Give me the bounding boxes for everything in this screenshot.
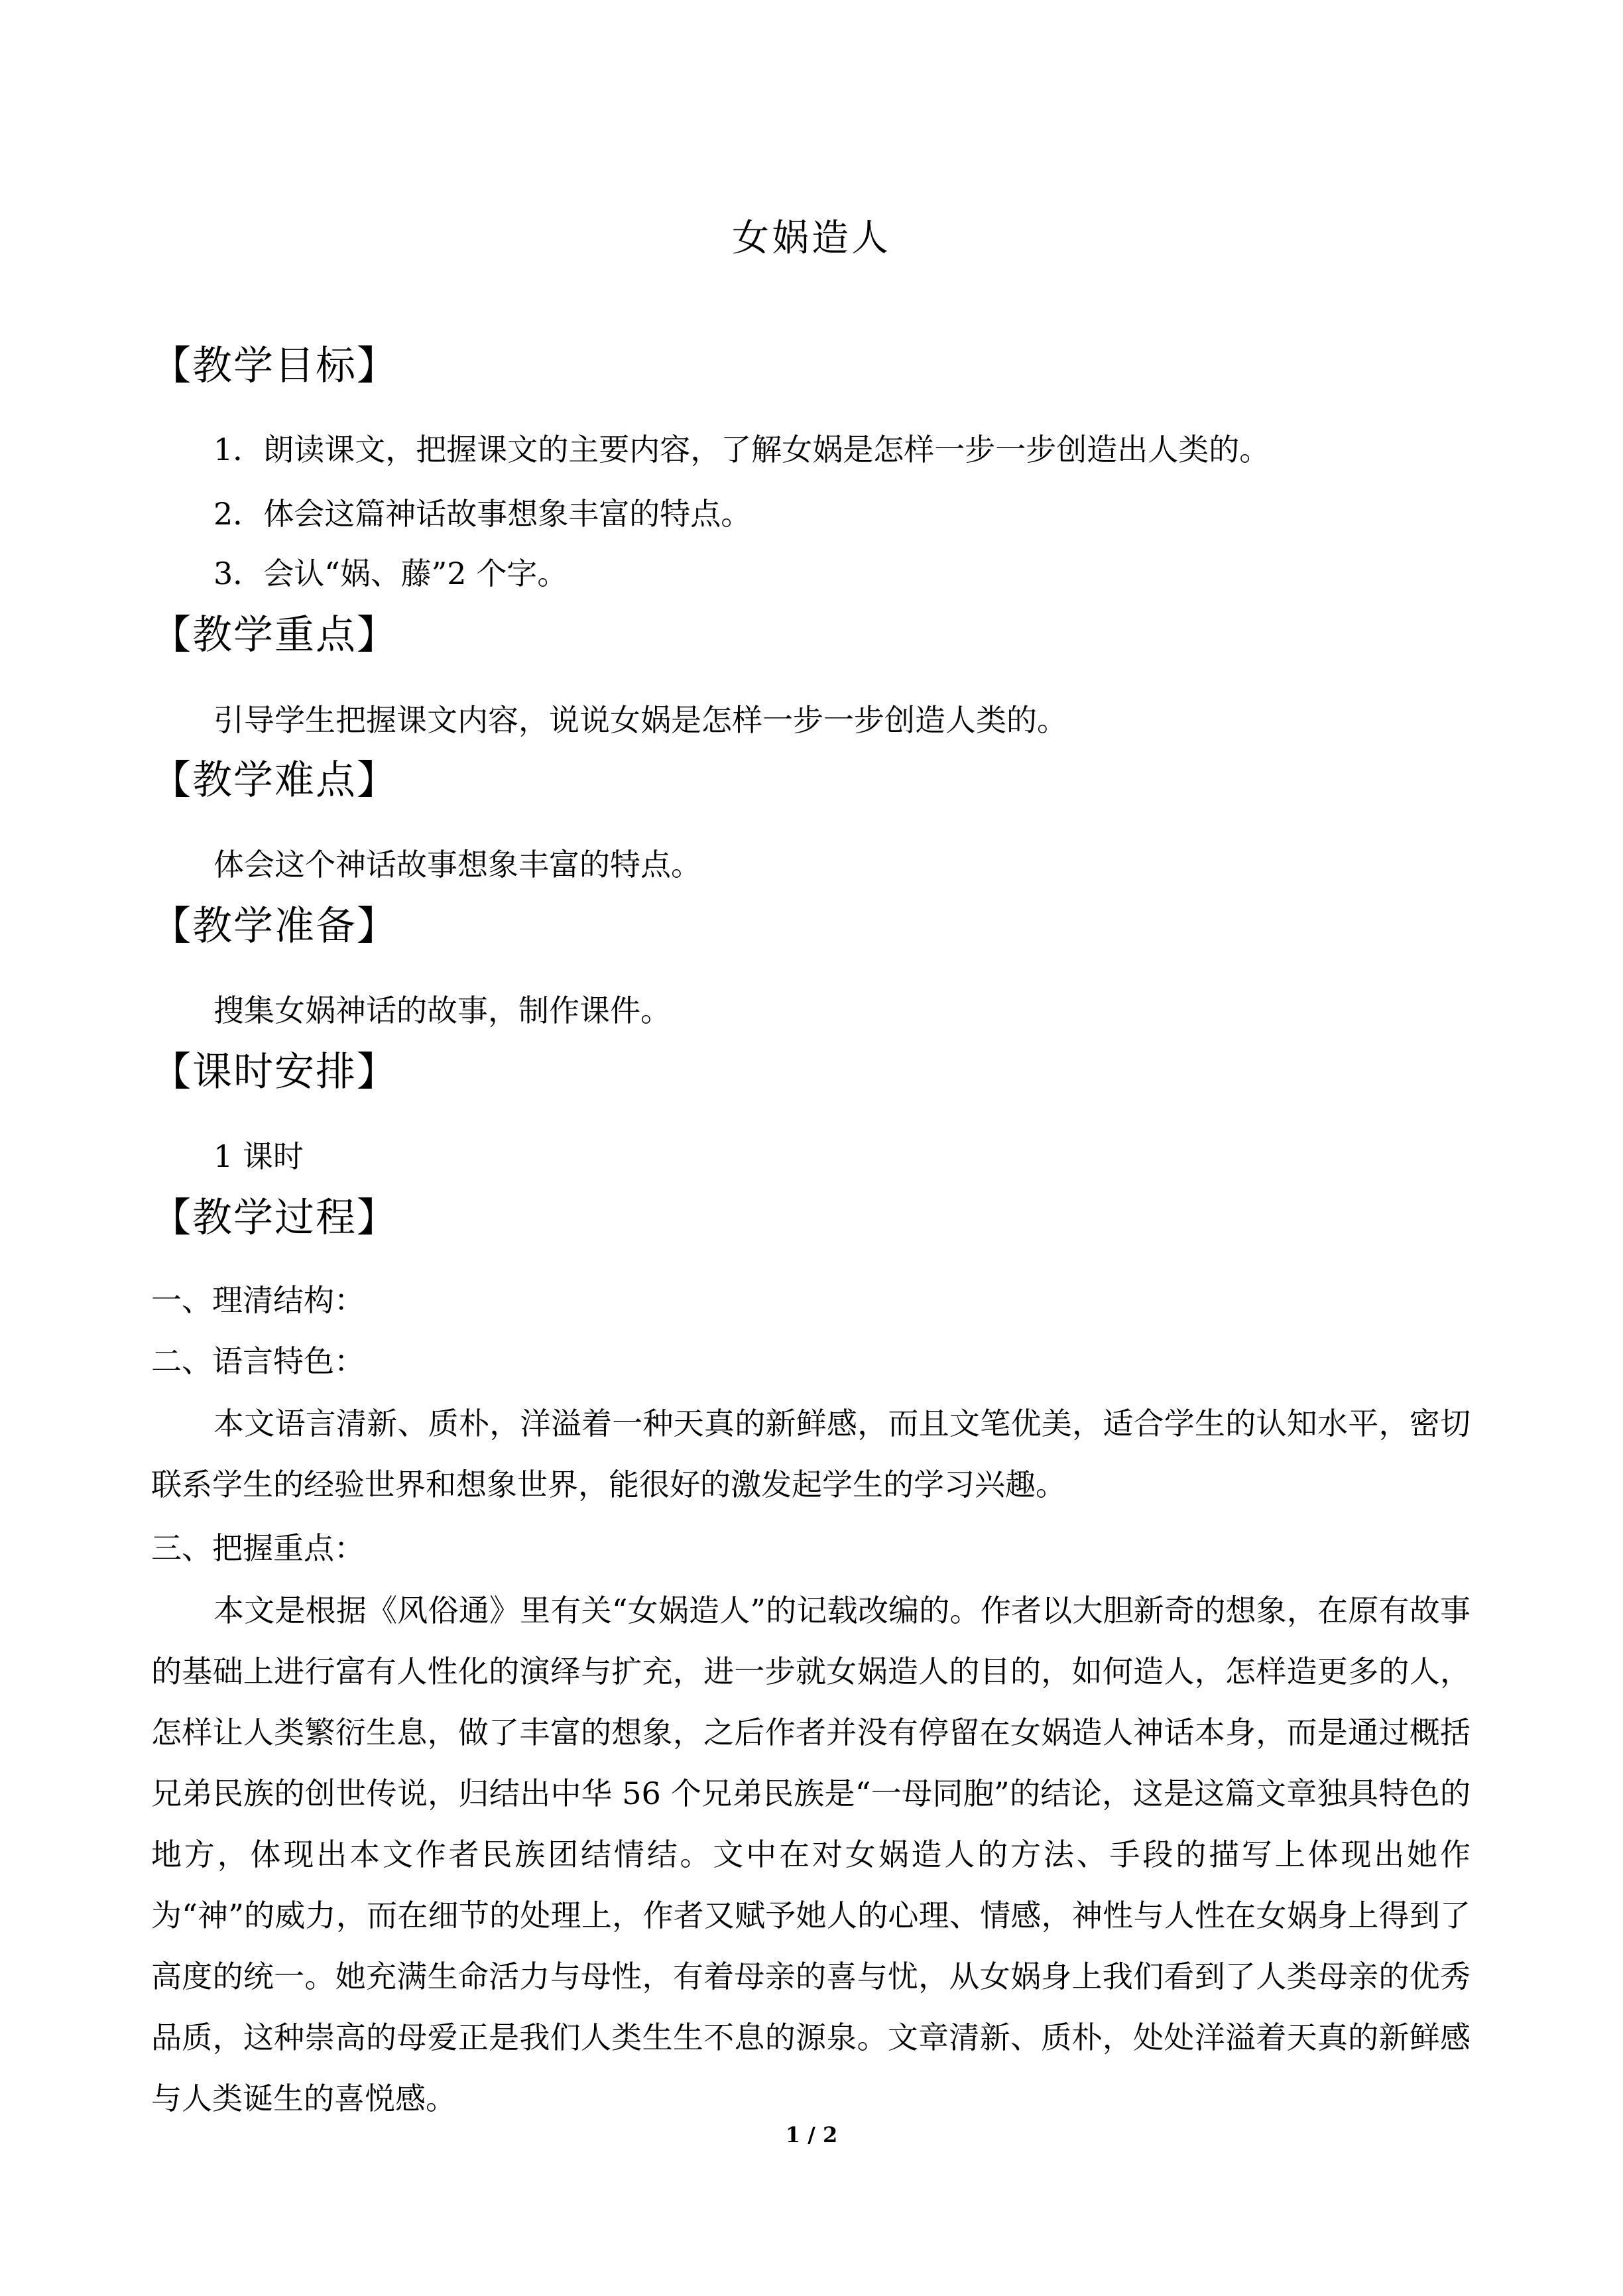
heading-difficulties: 【教学难点】 — [151, 757, 398, 804]
objective-item-1: 1．朗读课文，把握课文的主要内容，了解女娲是怎样一步一步创造出人类的。 — [213, 432, 1270, 467]
objective-item-2: 2．体会这篇神话故事想象丰富的特点。 — [213, 496, 752, 532]
heading-preparation: 【教学准备】 — [151, 903, 398, 949]
heading-key-points: 【教学重点】 — [151, 612, 398, 658]
preparation-text: 搜集女娲神话的故事，制作课件。 — [213, 993, 671, 1028]
process-step-2: 二、语言特色： — [151, 1343, 365, 1379]
process-step-1: 一、理清结构： — [151, 1282, 365, 1318]
heading-process: 【教学过程】 — [151, 1195, 398, 1241]
document-title: 女娲造人 — [732, 217, 891, 260]
process-step-3-text: 本文是根据《风俗通》里有关“女娲造人”的记载改编的。作者以大胆新奇的想象，在原有故事的基础上进行富有人性化的演绎与扩充，进一步就女娲造人的目的，如何造人，怎样造更多的人，怎样让人类繁衍生息，做了丰富的想象，之后作者并没有停留在女娲造人神话本身，而是通过概括兄弟民族的创世传说，归结出中华 56 个兄弟民族是“一母同胞”的结论，这是这篇文章独具特色的地方，体现出本文作者民族团结情结。文中在对女娲造人的方法、手段的描写上体现出她作为“神”的威力，而在细节的处理上，作者又赋予她人的心理、情感，神性与人性在女娲身上得到了高度的统一。她充满生命活力与母性，有着母亲的喜与忧，从女娲身上我们看到了人类母亲的优秀品质，这种崇高的母爱正是我们人类生生不息的源泉。文章清新、质朴，处处洋溢着天真的新鲜感与人类诞生的喜悦感。 — [151, 1593, 1471, 2116]
difficulties-text: 体会这个神话故事想象丰富的特点。 — [213, 847, 701, 882]
objective-item-3: 3．会认“娲、藤”2 个字。 — [213, 556, 568, 591]
page-indicator: 1 / 2 — [785, 2122, 838, 2147]
heading-schedule: 【课时安排】 — [151, 1049, 398, 1095]
heading-objectives: 【教学目标】 — [151, 343, 398, 389]
process-step-2-text: 本文语言清新、质朴，洋溢着一种天真的新鲜感，而且文笔优美，适合学生的认知水平，密切联系学生的经验世界和想象世界，能很好的激发起学生的学习兴趣。 — [151, 1406, 1471, 1502]
schedule-text: 1 课时 — [213, 1138, 304, 1174]
key-points-text: 引导学生把握课文内容，说说女娲是怎样一步一步创造人类的。 — [213, 702, 1067, 738]
process-step-3: 三、把握重点： — [151, 1530, 365, 1566]
